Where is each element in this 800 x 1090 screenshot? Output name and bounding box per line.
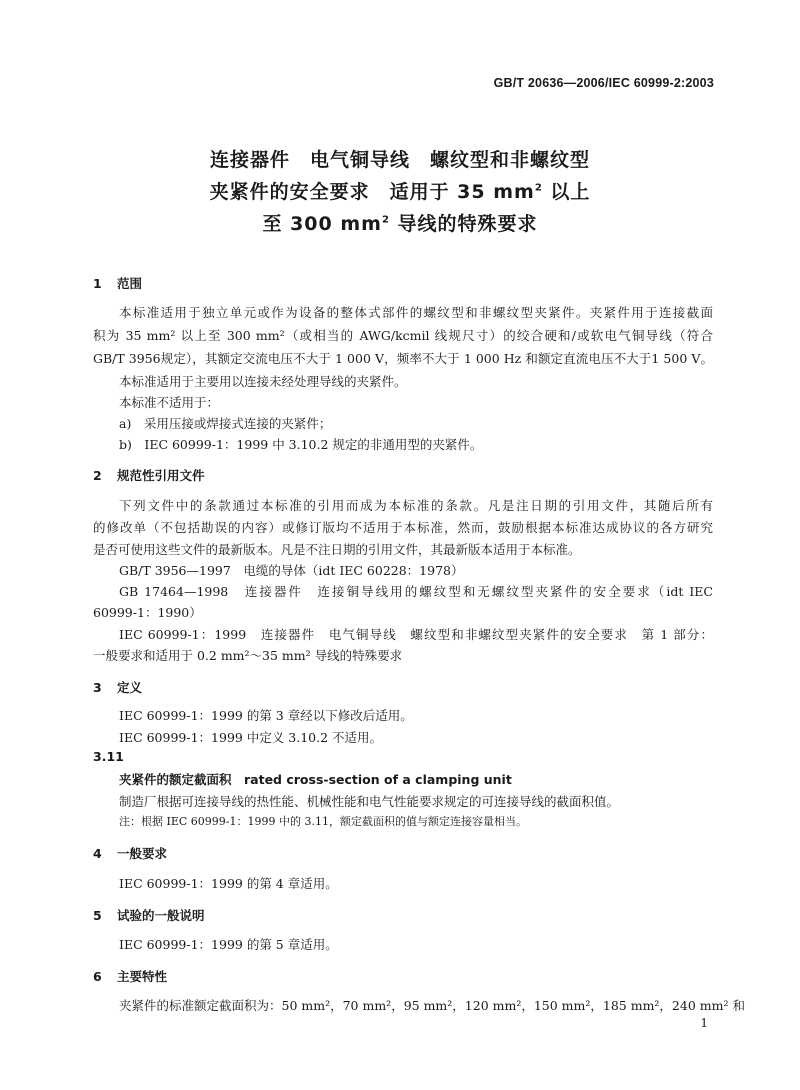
reference-item: GB 17464—1998 连接器件 连接铜导线用的螺纹型和无螺纹型夹紧件的安全要求（idt IEC: [119, 584, 713, 599]
paragraph-line: 的修改单（不包括勘误的内容）或修订版均不适用于本标准，然而，鼓励根据本标准达成协议的各方研究: [93, 520, 713, 535]
paragraph-line: IEC 60999-1：1999 的第 3 章经以下修改后适用。: [119, 708, 413, 723]
paragraph-line: 夹紧件的标准额定截面积为：50 mm²，70 mm²，95 mm²，120 mm²，150 mm²，185 mm²，240 mm² 和: [119, 998, 745, 1013]
list-item-a: a) 采用压接或焊接式连接的夹紧件；: [119, 416, 332, 431]
reference-item: 60999-1：1990）: [93, 605, 202, 620]
clause-number: 3.11: [93, 749, 124, 764]
paragraph-line: IEC 60999-1：1999 中定义 3.10.2 不适用。: [119, 730, 383, 745]
title-line-3: 至 300 $mm^2$ 导线的特殊要求: [262, 213, 538, 235]
paragraph-line: 本标准适用于主要用以连接未经处理导线的夹紧件。: [119, 374, 407, 389]
paragraph-line: 下列文件中的条款通过本标准的引用而成为本标准的条款。凡是注日期的引用文件，其随后所有: [119, 498, 713, 513]
section-heading-6: 6 主要特性: [93, 969, 168, 984]
page-number: 1: [700, 1016, 708, 1030]
section-heading-3: 3 定义: [93, 680, 143, 695]
section-heading-2: 2 规范性引用文件: [93, 468, 205, 483]
list-item-b: b) IEC 60999-1：1999 中 3.10.2 规定的非通用型的夹紧件。: [119, 437, 483, 452]
paragraph-line: IEC 60999-1：1999 的第 5 章适用。: [119, 937, 338, 952]
section-heading-1: 1 范围: [93, 276, 143, 291]
paragraph-line: IEC 60999-1：1999 的第 4 章适用。: [119, 876, 338, 891]
section-heading-4: 4 一般要求: [93, 846, 168, 861]
term-definition: 制造厂根据可连接导线的热性能、机械性能和电气性能要求规定的可连接导线的截面积值。: [119, 794, 620, 809]
term-definition-title: 夹紧件的额定截面积 rated cross-section of a clamping unit: [119, 772, 512, 787]
standard-number: GB/T 20636—2006/IEC 60999-2:2003: [493, 76, 714, 90]
document-title: [0, 144, 800, 240]
reference-item: IEC 60999-1：1999 连接器件 电气铜导线 螺纹型和非螺纹型夹紧件的安全要求 第 1 部分：: [119, 627, 713, 642]
reference-item: GB/T 3956—1997 电缆的导体（idt IEC 60228：1978）: [119, 563, 464, 578]
title-line-1: 连接器件 电气铜导线 螺纹型和非螺纹型: [209, 149, 590, 171]
paragraph-line: 是否可使用这些文件的最新版本。凡是不注日期的引用文件，其最新版本适用于本标准。: [93, 542, 581, 557]
reference-item: 一般要求和适用于 0.2 mm²～35 mm² 导线的特殊要求: [93, 648, 403, 663]
section-heading-5: 5 试验的一般说明: [93, 908, 205, 923]
paragraph-line: 积为 35 mm² 以上至 300 mm²（或相当的 AWG/kcmil 线规尺寸）的绞合硬和/或软电气铜导线（符合: [93, 328, 713, 343]
paragraph-line: 本标准适用于独立单元或作为设备的整体式部件的螺纹型和非螺纹型夹紧件。夹紧件用于连接截面: [119, 305, 713, 320]
note: 注：根据 IEC 60999-1：1999 中的 3.11，额定截面积的值与额定连接容量相当。: [119, 815, 527, 828]
paragraph-line: GB/T 3956规定），其额定交流电压不大于 1 000 V，频率不大于 1 000 Hz 和额定直流电压不大于1 500 V。: [93, 351, 713, 366]
paragraph-line: 本标准不适用于：: [119, 395, 220, 410]
title-line-2: 夹紧件的安全要求 适用于 35 $mm^2$ 以上: [209, 181, 591, 203]
